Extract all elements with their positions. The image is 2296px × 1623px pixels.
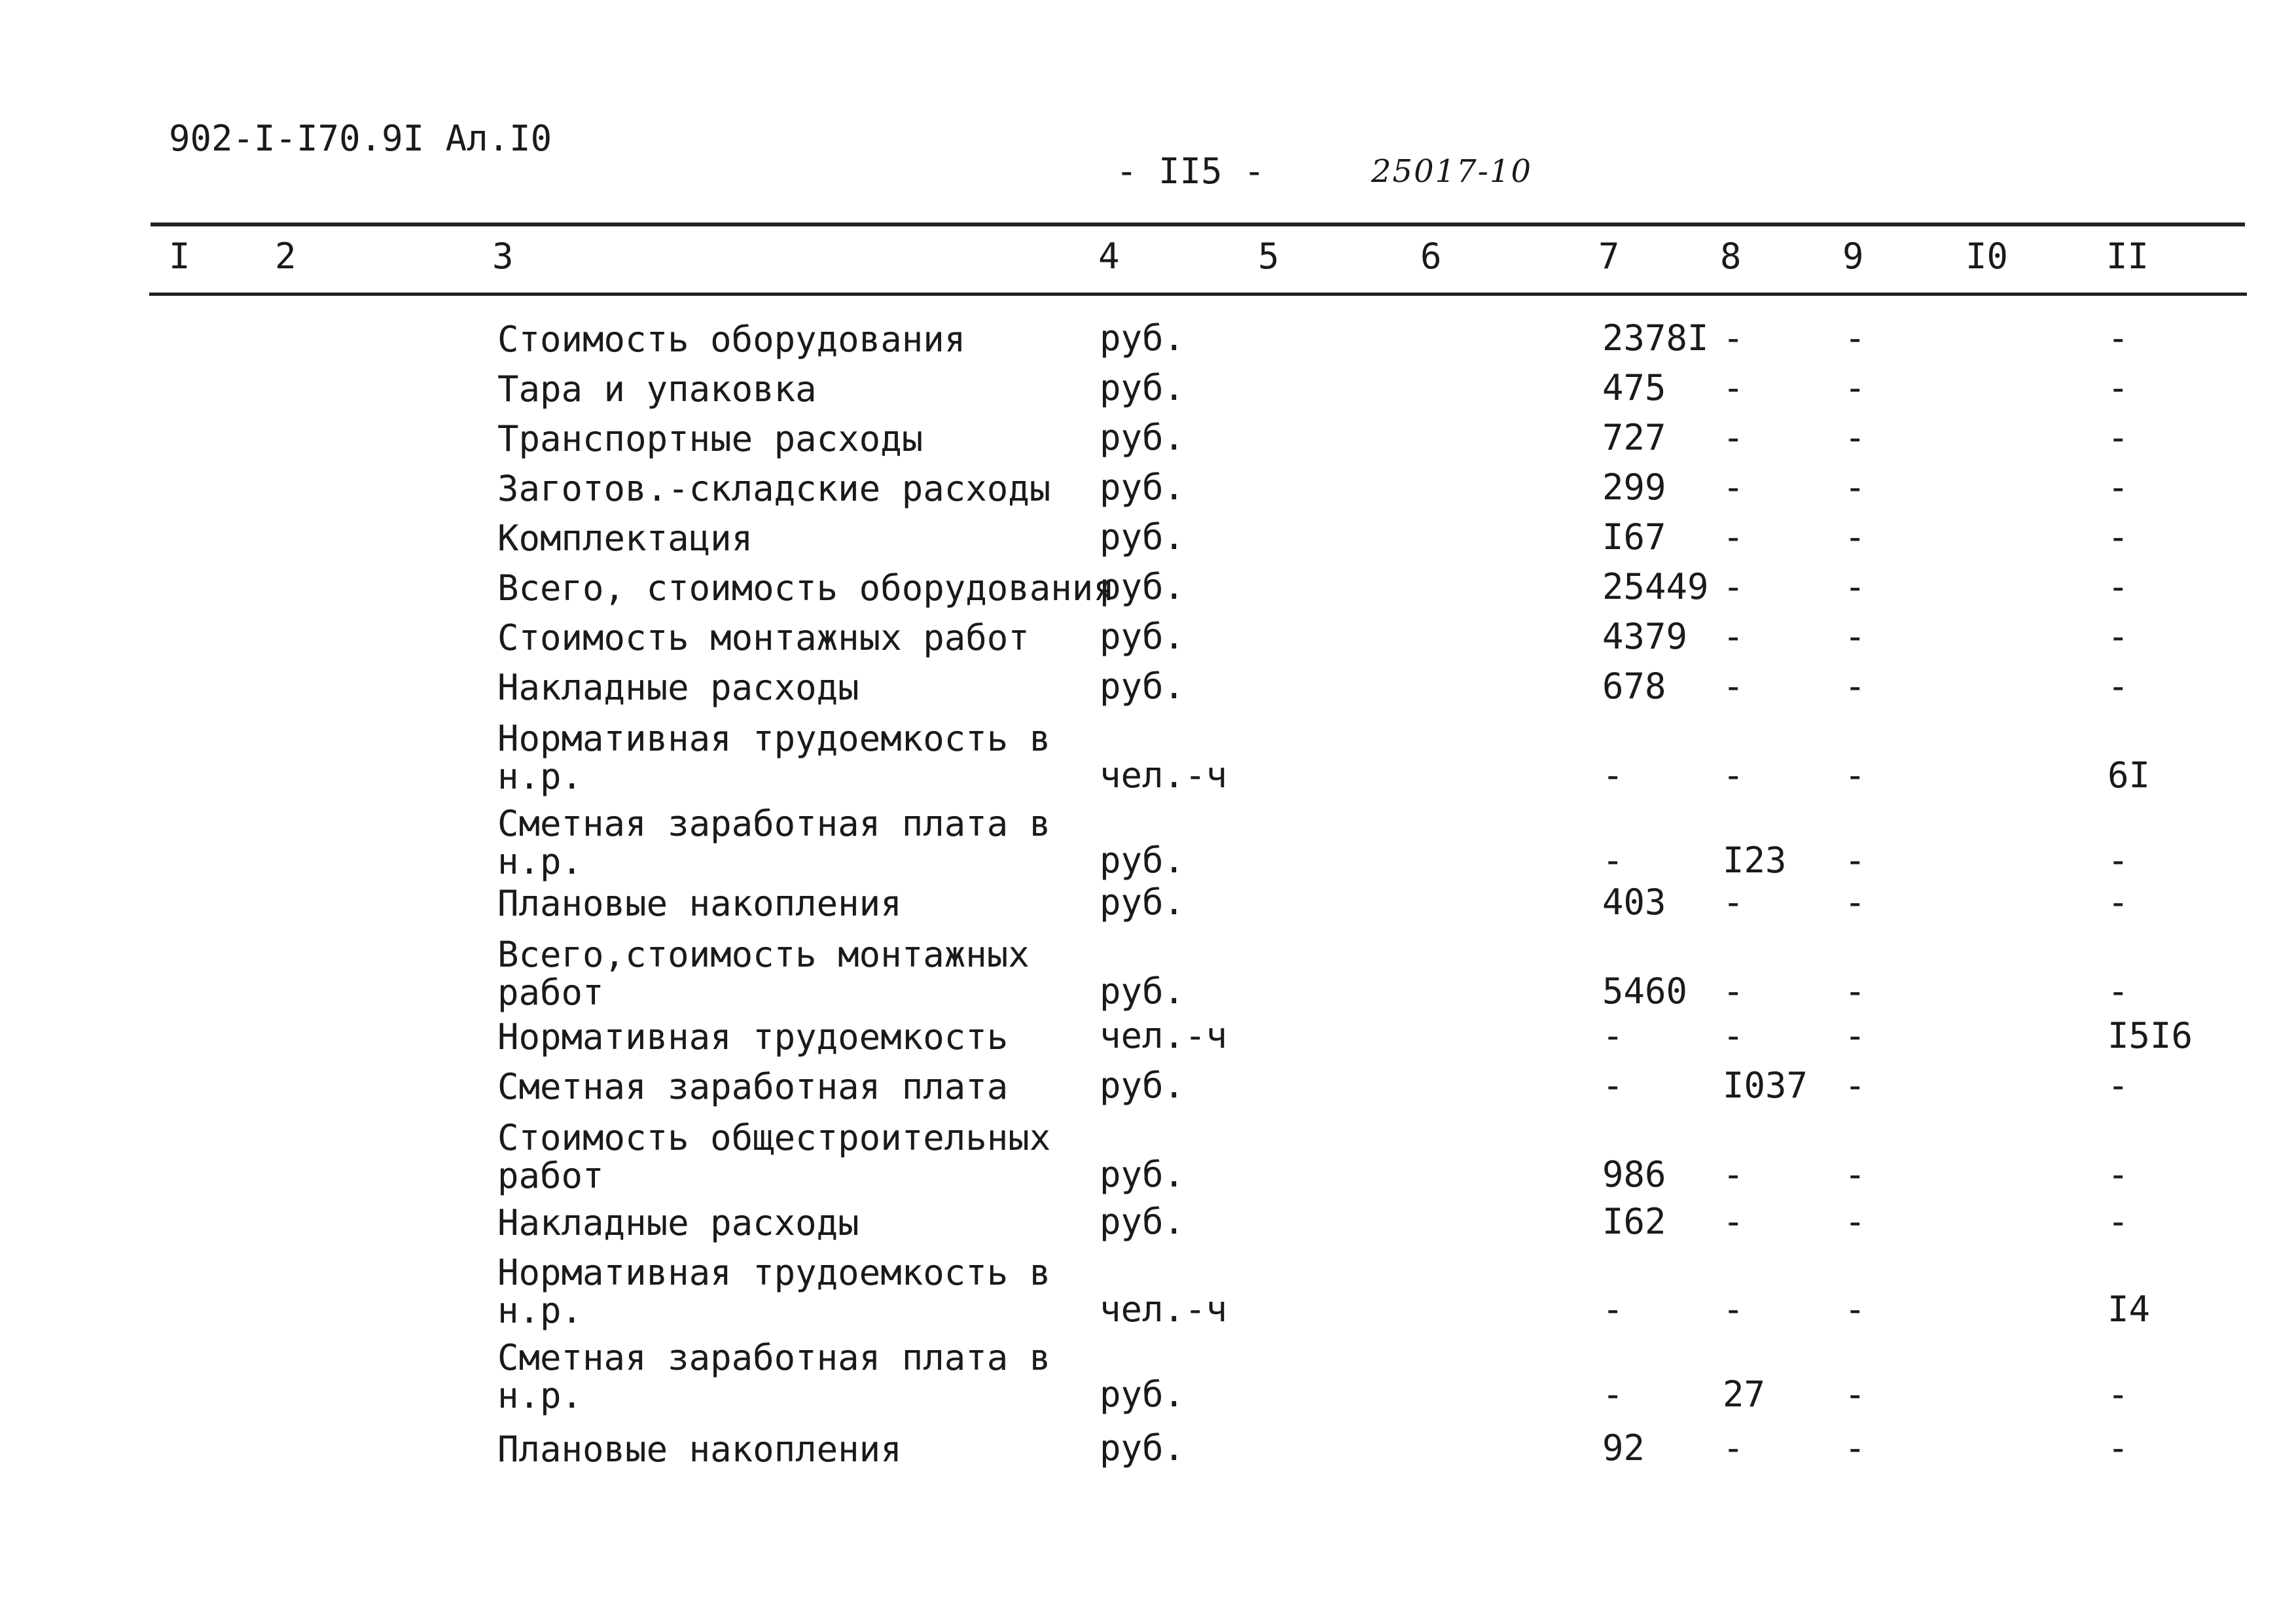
cell-c8: -: [1723, 516, 1744, 558]
cell-c9: -: [1844, 516, 1866, 558]
cell-c7: 727: [1602, 417, 1666, 458]
row-description-line: Накладные расходы: [497, 667, 859, 708]
cell-c11: -: [2108, 1374, 2129, 1415]
cell-unit: чел.-ч: [1100, 755, 1228, 796]
cell-c8: -: [1723, 1289, 1744, 1330]
cell-c9: -: [1844, 882, 1866, 923]
cell-c11: -: [2108, 516, 2129, 558]
row-description: [497, 1431, 902, 1469]
row-description-line: Нормативная трудоемкость в: [497, 1252, 1051, 1293]
cell-c8: I037: [1723, 1065, 1808, 1106]
row-description: [497, 669, 859, 707]
cell-c9: -: [1844, 1201, 1866, 1242]
cell-unit: чел.-ч: [1100, 1015, 1228, 1056]
row-description-line: н.р.: [497, 1375, 583, 1416]
cell-c7: 986: [1602, 1154, 1666, 1195]
cell-c11: -: [2108, 367, 2129, 408]
cell-c7: 5460: [1602, 971, 1688, 1012]
row-description: [497, 885, 902, 923]
cell-c9: -: [1844, 1374, 1866, 1415]
cell-c11: -: [2108, 840, 2129, 881]
row-description: [497, 569, 1115, 607]
row-description-line: Сметная заработная плата в: [497, 803, 1051, 844]
row-description-line: н.р.: [497, 841, 583, 882]
cell-c9: -: [1844, 971, 1866, 1012]
cell-c8: -: [1723, 367, 1744, 408]
cell-c9: -: [1844, 1015, 1866, 1056]
row-description: [497, 936, 1030, 1012]
row-description-line: Сметная заработная плата: [497, 1066, 1009, 1107]
row-description-line: Плановые накопления: [497, 1429, 902, 1470]
cell-unit: руб.: [1100, 1427, 1185, 1469]
row-description: [497, 470, 1050, 508]
cell-c8: I23: [1723, 840, 1787, 881]
cell-c7: 4379: [1602, 616, 1688, 657]
cell-unit: руб.: [1100, 467, 1185, 508]
column-header: 6: [1420, 236, 1442, 277]
cell-c11: I5I6: [2108, 1015, 2193, 1056]
row-description-line: Стоимость оборудования: [497, 319, 966, 360]
row-description: [497, 805, 1050, 881]
cell-c11: -: [2108, 1154, 2129, 1195]
cell-c8: -: [1723, 566, 1744, 607]
cell-c8: -: [1723, 666, 1744, 707]
cell-c7: -: [1602, 840, 1624, 881]
column-header: 2: [275, 236, 296, 277]
cell-unit: руб.: [1100, 882, 1185, 923]
cell-c9: -: [1844, 666, 1866, 707]
row-description-line: Тара и упаковка: [497, 368, 817, 410]
row-description: [497, 1119, 1050, 1195]
cell-c11: -: [2108, 882, 2129, 923]
cell-c9: -: [1844, 1065, 1866, 1106]
cell-c8: 27: [1723, 1374, 1766, 1415]
cell-unit: чел.-ч: [1100, 1289, 1228, 1330]
cell-unit: руб.: [1100, 1201, 1185, 1242]
row-description: [497, 520, 753, 558]
cell-c11: -: [2108, 317, 2129, 359]
cell-c7: -: [1602, 755, 1624, 796]
cell-c7: 678: [1602, 666, 1666, 707]
cell-c9: -: [1844, 566, 1866, 607]
cell-c11: 6I: [2108, 755, 2151, 796]
cell-c11: -: [2108, 616, 2129, 657]
cell-unit: руб.: [1100, 971, 1185, 1012]
cell-c9: -: [1844, 1289, 1866, 1330]
cell-c7: I62: [1602, 1201, 1666, 1242]
cell-c7: I67: [1602, 516, 1666, 558]
cell-c11: -: [2108, 666, 2129, 707]
row-description-line: Комплектация: [497, 518, 753, 559]
row-description-line: Накладные расходы: [497, 1202, 859, 1243]
cell-c7: -: [1602, 1065, 1624, 1106]
cell-unit: руб.: [1100, 1154, 1185, 1195]
row-description-line: работ: [497, 972, 604, 1013]
cell-unit: руб.: [1100, 840, 1185, 881]
row-description-line: Транспортные расходы: [497, 418, 924, 459]
column-header: II: [2106, 236, 2149, 277]
handwritten-stamp: 25017-10: [1371, 153, 1532, 190]
table-header-rule: [149, 293, 2247, 296]
cell-unit: руб.: [1100, 616, 1185, 657]
row-description: [497, 1254, 1050, 1330]
page-number: - II5 -: [1116, 151, 1265, 192]
cell-c9: -: [1844, 467, 1866, 508]
cell-c11: -: [2108, 566, 2129, 607]
cell-c7: 475: [1602, 367, 1666, 408]
cell-c9: -: [1844, 755, 1866, 796]
cell-c8: -: [1723, 1427, 1744, 1469]
cell-unit: руб.: [1100, 666, 1185, 707]
column-header: 7: [1598, 236, 1620, 277]
column-header: 5: [1258, 236, 1280, 277]
cell-unit: руб.: [1100, 367, 1185, 408]
cell-c9: -: [1844, 317, 1866, 359]
row-description-line: н.р.: [497, 1290, 583, 1331]
row-description-line: Нормативная трудоемкость: [497, 1016, 1009, 1058]
cell-unit: руб.: [1100, 566, 1185, 607]
cell-c7: -: [1602, 1015, 1624, 1056]
row-description: [497, 619, 1030, 657]
column-header: 3: [492, 236, 514, 277]
row-description: [497, 420, 923, 458]
cell-unit: руб.: [1100, 417, 1185, 458]
cell-c7: 92: [1602, 1427, 1645, 1469]
column-header: I0: [1965, 236, 2009, 277]
row-description: [497, 1018, 1008, 1056]
cell-c8: -: [1723, 616, 1744, 657]
cell-c7: 403: [1602, 882, 1666, 923]
cell-c7: -: [1602, 1289, 1624, 1330]
cell-c8: -: [1723, 971, 1744, 1012]
cell-c8: -: [1723, 467, 1744, 508]
row-description: [497, 321, 965, 359]
cell-c7: -: [1602, 1374, 1624, 1415]
row-description-line: Всего, стоимость оборудования: [497, 567, 1115, 609]
cell-c9: -: [1844, 840, 1866, 881]
row-description: [497, 370, 817, 408]
cell-c8: -: [1723, 1154, 1744, 1195]
cell-unit: руб.: [1100, 1374, 1185, 1415]
cell-c11: -: [2108, 417, 2129, 458]
column-header: I: [169, 236, 190, 277]
row-description-line: Заготов.-складские расходы: [497, 468, 1051, 509]
cell-c9: -: [1844, 417, 1866, 458]
row-description-line: Всего,стоимость монтажных: [497, 934, 1030, 975]
column-header: 9: [1842, 236, 1864, 277]
row-description-line: работ: [497, 1155, 604, 1196]
cell-c7: 2378I: [1602, 317, 1709, 359]
cell-c11: -: [2108, 1201, 2129, 1242]
cell-c9: -: [1844, 1427, 1866, 1469]
cell-c11: -: [2108, 971, 2129, 1012]
row-description-line: Сметная заработная плата в: [497, 1337, 1051, 1378]
cell-c9: -: [1844, 1154, 1866, 1195]
table-top-rule: [151, 223, 2245, 226]
row-description-line: н.р.: [497, 756, 583, 797]
cell-c11: -: [2108, 1065, 2129, 1106]
column-header: 8: [1720, 236, 1742, 277]
cell-unit: руб.: [1100, 1065, 1185, 1106]
row-description: [497, 1204, 859, 1242]
row-description: [497, 1339, 1050, 1415]
cell-unit: руб.: [1100, 317, 1185, 359]
cell-c7: 299: [1602, 467, 1666, 508]
row-description: [497, 1068, 1008, 1106]
cell-c11: I4: [2108, 1289, 2151, 1330]
row-description-line: Стоимость общестроительных: [497, 1117, 1051, 1158]
document-code: 902-I-I70.9I Ал.I0: [169, 118, 552, 159]
row-description-line: Стоимость монтажных работ: [497, 617, 1030, 658]
column-header: 4: [1098, 236, 1120, 277]
row-description-line: Плановые накопления: [497, 883, 902, 924]
cell-c8: -: [1723, 755, 1744, 796]
cell-unit: руб.: [1100, 516, 1185, 558]
cell-c8: -: [1723, 417, 1744, 458]
row-description-line: Нормативная трудоемкость в: [497, 718, 1051, 759]
cell-c8: -: [1723, 1015, 1744, 1056]
cell-c8: -: [1723, 1201, 1744, 1242]
row-description: [497, 720, 1050, 796]
cell-c9: -: [1844, 367, 1866, 408]
cell-c9: -: [1844, 616, 1866, 657]
cell-c11: -: [2108, 467, 2129, 508]
cell-c7: 25449: [1602, 566, 1709, 607]
cell-c8: -: [1723, 882, 1744, 923]
cell-c8: -: [1723, 317, 1744, 359]
cell-c11: -: [2108, 1427, 2129, 1469]
